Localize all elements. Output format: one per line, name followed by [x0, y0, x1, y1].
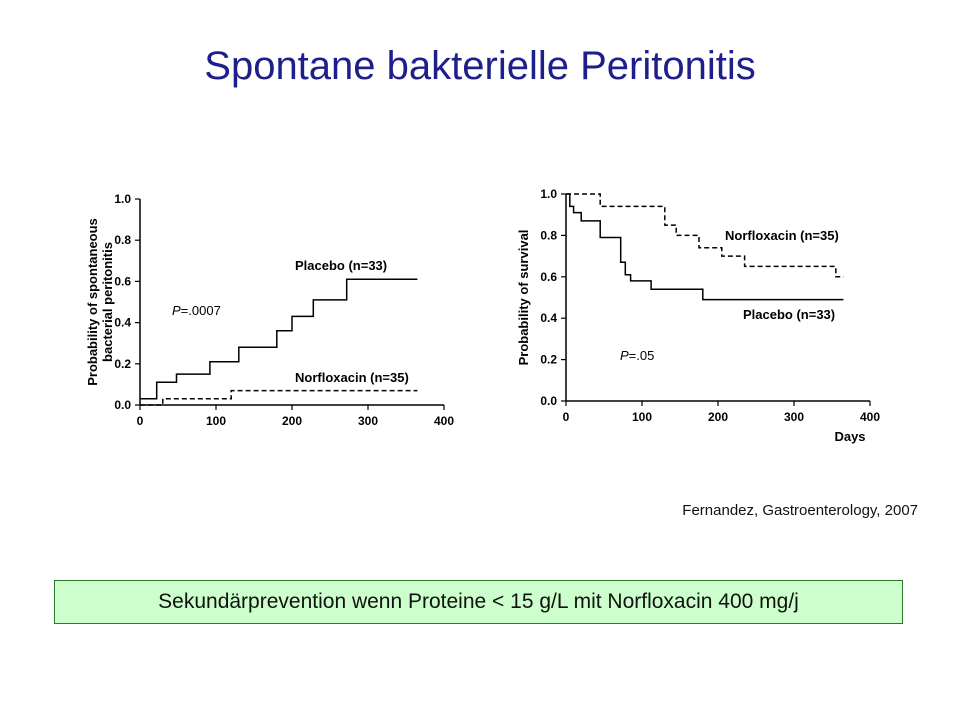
- x-tick-label: 0: [562, 410, 570, 424]
- series-label: Placebo (n=33): [743, 307, 836, 322]
- y-tick-label: 1.0: [114, 192, 131, 206]
- p-value-annotation: P=.05: [620, 348, 655, 363]
- series-label: Placebo (n=33): [295, 258, 388, 273]
- x-tick-label: 400: [433, 414, 455, 428]
- y-tick-label: 0.4: [114, 315, 131, 330]
- y-tick-label: 0.2: [540, 352, 557, 367]
- y-tick-label: 1.0: [540, 187, 557, 201]
- y-tick-label: 0.0: [114, 398, 131, 412]
- spbp-probability-chart: [60, 180, 460, 460]
- x-tick-label: 200: [281, 414, 303, 428]
- y-axis-label: Probability of survival: [516, 229, 531, 366]
- x-tick-label: 100: [205, 414, 227, 428]
- x-tick-label: 100: [631, 410, 653, 424]
- y-tick-label: 0.8: [540, 228, 557, 243]
- x-tick-label: 400: [859, 410, 881, 424]
- x-tick-label: 0: [136, 414, 144, 428]
- p-value-annotation: P=.0007: [172, 303, 221, 318]
- series-line: [140, 391, 417, 405]
- x-tick-label: 300: [783, 410, 805, 424]
- y-axis-label: Probability of spontaneous: [85, 218, 100, 386]
- series-label: Norfloxacin (n=35): [725, 228, 839, 243]
- y-tick-label: 0.0: [540, 394, 557, 408]
- series-label: Norfloxacin (n=35): [295, 370, 409, 385]
- citation: Fernandez, Gastroenterology, 2007: [682, 502, 918, 519]
- y-tick-label: 0.8: [114, 233, 131, 248]
- series-line: [566, 194, 843, 300]
- x-axis-label: Days: [834, 429, 866, 444]
- slide-title: Spontane bakterielle Peritonitis: [204, 44, 756, 88]
- y-tick-label: 0.2: [114, 356, 131, 371]
- recommendation-box: Sekundärprevention wenn Proteine < 15 g/L mit Norfloxacin 400 mg/j: [54, 580, 903, 624]
- x-tick-label: 300: [357, 414, 379, 428]
- y-tick-label: 0.6: [540, 269, 557, 284]
- survival-probability-chart: [505, 180, 905, 460]
- y-tick-label: 0.6: [114, 274, 131, 289]
- y-axis-label: bacterial peritonitis: [100, 242, 115, 362]
- x-tick-label: 200: [707, 410, 729, 424]
- y-tick-label: 0.4: [540, 311, 557, 326]
